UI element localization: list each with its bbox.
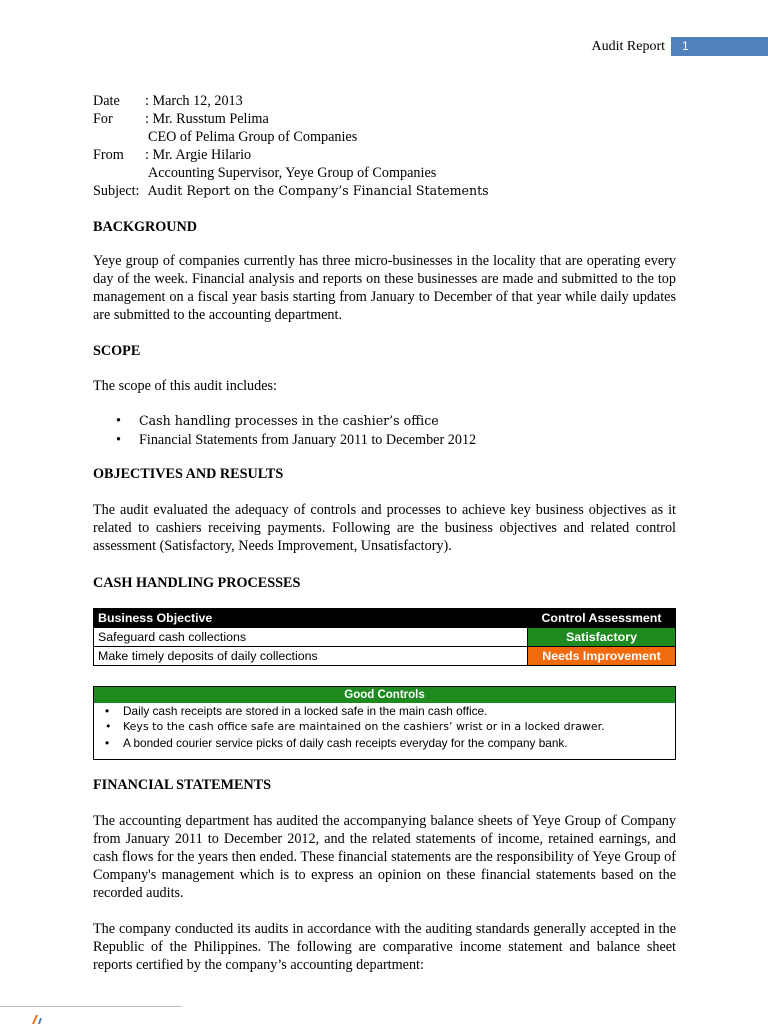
- table-row: [94, 628, 676, 647]
- from-value: : Mr. Argie Hilario: [145, 147, 252, 163]
- objectives-heading: OBJECTIVES AND RESULTS: [93, 466, 284, 482]
- for-value: : Mr. Russtum Pelima: [145, 111, 269, 127]
- scope-heading: SCOPE: [93, 343, 141, 359]
- control-assessment-table: [93, 608, 676, 666]
- page-header-title: Audit Report: [591, 39, 665, 54]
- financial-para-2: The company conducted its audits in accordance with the auditing standards generally accepted in the Republic of the Philippines. The following are comparative income statement and balance sheet reports certified by the company’s accounting department:: [93, 921, 676, 973]
- from-label: From: [93, 147, 124, 163]
- list-item: • Daily cash receipts are stored in a locked safe in the main cash office.: [123, 703, 675, 719]
- table-row: [94, 647, 676, 666]
- assessment-needs-improvement: Needs Improvement: [528, 647, 676, 666]
- objective-cell: Make timely deposits of daily collections: [94, 647, 528, 666]
- table-header-row: [94, 609, 676, 628]
- memo-header: [93, 92, 676, 200]
- financial-para-1: The accounting department has audited the accompanying balance sheets of Yeye Group of Company from January 2011 to December 2012, and the related statements of income, retained earnings, and cash flows for the years then ended. These financial statements are the responsibility of Yeye Group of Company's management which is to express an opinion on these financial statements based on the recorded audits.: [93, 813, 676, 901]
- good-controls-box: [93, 686, 676, 760]
- list-item: • Cash handling processes in the cashier’s office: [139, 412, 676, 431]
- page-number-badge: 1: [674, 37, 768, 56]
- col-business-objective: Business Objective: [94, 609, 528, 628]
- objectives-text: The audit evaluated the adequacy of controls and processes to achieve key business objectives as it related to cashiers receiving payments. Following are the business objectives and related control assessment (Satisfactory, Needs Improvement, Unsatisfactory).: [93, 502, 676, 554]
- good-controls-heading: Good Controls: [94, 687, 675, 703]
- scope-list: [93, 412, 676, 450]
- subject-value: Audit Report on the Company’s Financial Statements: [148, 183, 489, 198]
- col-control-assessment: Control Assessment: [528, 609, 676, 628]
- assessment-satisfactory: Satisfactory: [528, 628, 676, 647]
- financial-heading: FINANCIAL STATEMENTS: [93, 777, 272, 793]
- subject-label: Subject:: [93, 183, 140, 199]
- list-item: • A bonded courier service picks of daily cash receipts everyday for the company bank.: [123, 735, 675, 751]
- scope-intro: The scope of this audit includes:: [93, 378, 278, 394]
- objective-cell: Safeguard cash collections: [94, 628, 528, 647]
- company-logo-icon: [30, 1013, 44, 1024]
- background-heading: BACKGROUND: [93, 219, 198, 235]
- document-body: [93, 92, 676, 974]
- footer-divider: [0, 1006, 182, 1007]
- date-label: Date: [93, 93, 120, 109]
- list-item: • Keys to the cash office safe are maintained on the cashiers’ wrist or in a locked drawer.: [123, 719, 675, 735]
- list-item: • Financial Statements from January 2011 to December 2012: [139, 431, 676, 450]
- cash-handling-heading: CASH HANDLING PROCESSES: [93, 575, 301, 591]
- good-controls-list: [94, 703, 675, 751]
- for-label: For: [93, 111, 113, 127]
- for-title: CEO of Pelima Group of Companies: [148, 129, 358, 145]
- from-title: Accounting Supervisor, Yeye Group of Companies: [148, 165, 437, 181]
- date-value: : March 12, 2013: [145, 93, 243, 109]
- background-text: Yeye group of companies currently has three micro-businesses in the locality that are operating every day of the week. Financial analysis and reports on these businesses are made and submitted to the top management on a fiscal year basis starting from January to December of that year while daily updates are submitted to the accounting department.: [93, 253, 676, 323]
